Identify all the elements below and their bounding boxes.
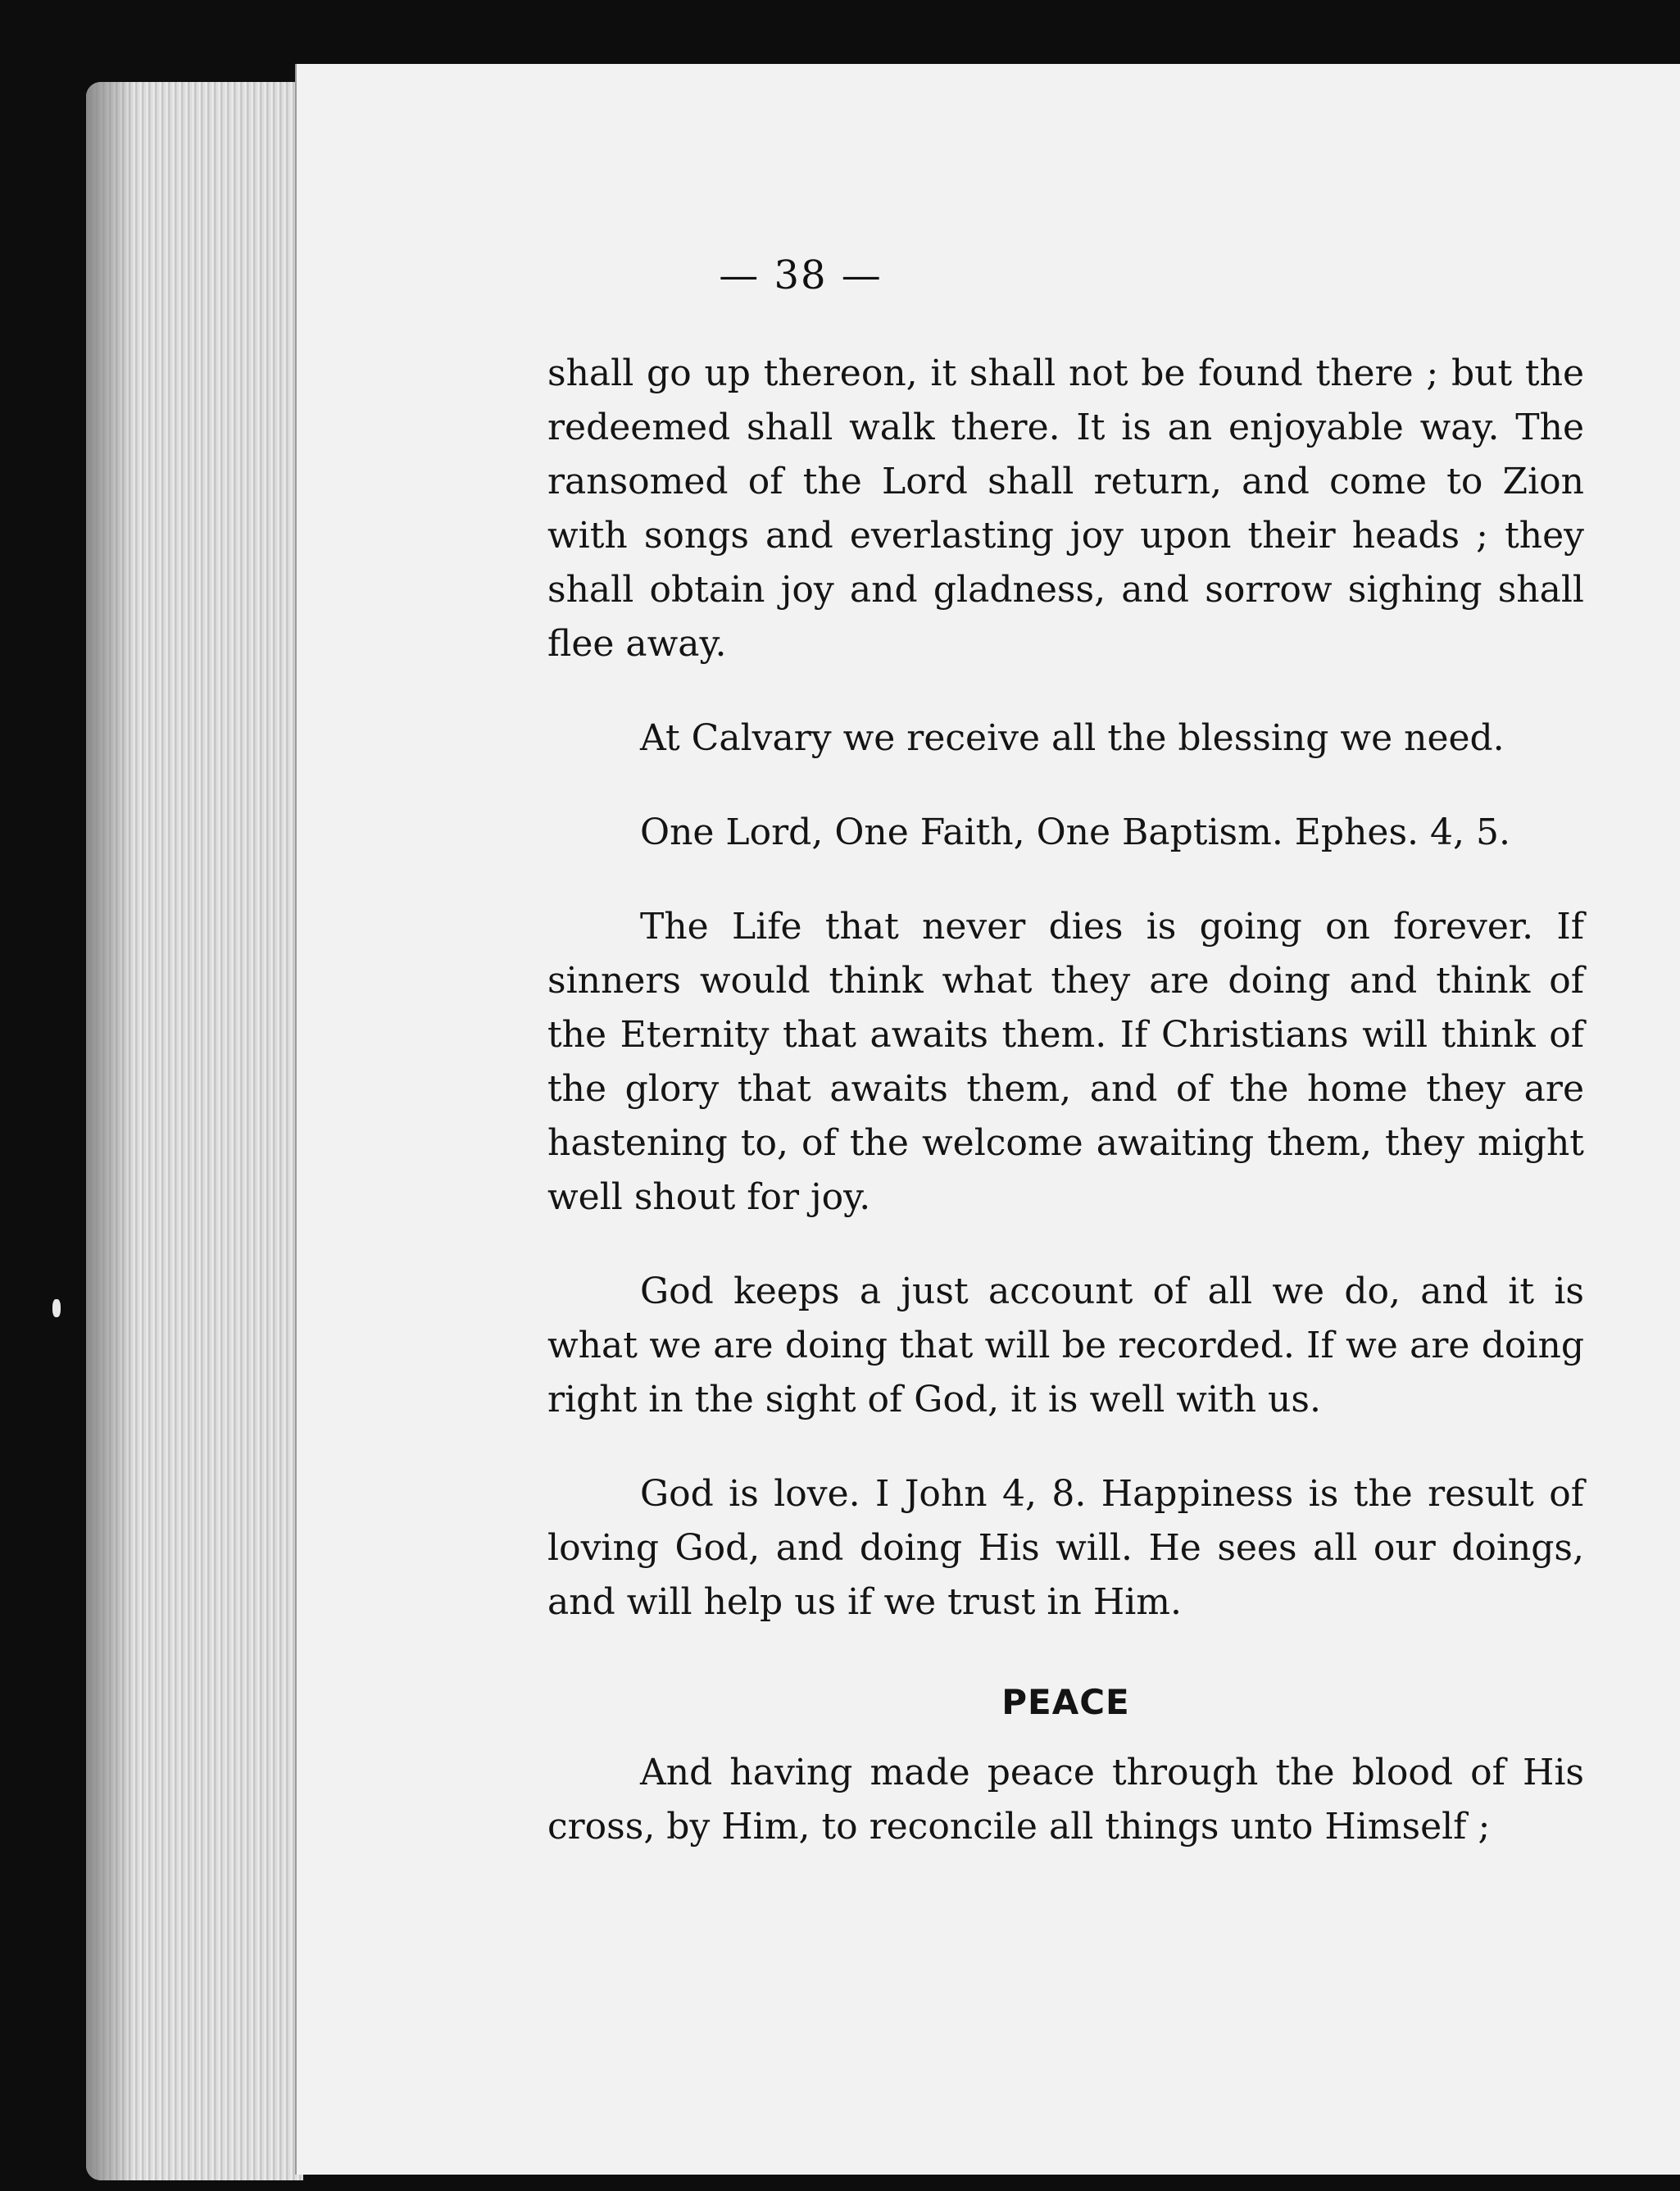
paragraph-life: The Life that never dies is going on forever. If sinners would think what they are doing and think of the Eternity that awaits them. If Christians will think of the glory that awaits them, and of the home they are hastening to, of the welcome awaiting them, they might well shout for joy. xyxy=(547,906,1584,1218)
paragraph-continuation: shall go up thereon, it shall not be found there ; but the redeemed shall walk there. It is an enjoyable way. The ransomed of the Lord shall return, and come to Zion with songs and everlasting joy upon their heads ; they shall obtain joy and gladness, and sorrow sighing shall flee away. xyxy=(547,352,1584,665)
page-number: — 38 — xyxy=(719,252,883,298)
paragraph-god-is-love: God is love. I John 4, 8. Happiness is the result of loving God, and doing His will. He sees all our doings, and will help us if we trust in Him. xyxy=(547,1473,1584,1623)
section-heading: PEACE xyxy=(1001,1682,1130,1722)
paragraph-calvary: At Calvary we receive all the blessing we need. xyxy=(640,717,1505,759)
paragraph-just-account: God keeps a just account of all we do, and it is what we are doing that will be recorded. If we are doing right in the sight of God, it is well with us. xyxy=(547,1271,1584,1421)
scan-speck xyxy=(52,1299,61,1317)
page-text xyxy=(547,347,1584,1854)
book-page-edges xyxy=(86,82,303,2180)
paragraph-one-lord: One Lord, One Faith, One Baptism. Ephes. 4, 5. xyxy=(640,811,1510,853)
paragraph-peace: And having made peace through the blood of His cross, by Him, to reconcile all things unto Himself ; xyxy=(547,1752,1584,1848)
book-page xyxy=(295,64,1680,2175)
